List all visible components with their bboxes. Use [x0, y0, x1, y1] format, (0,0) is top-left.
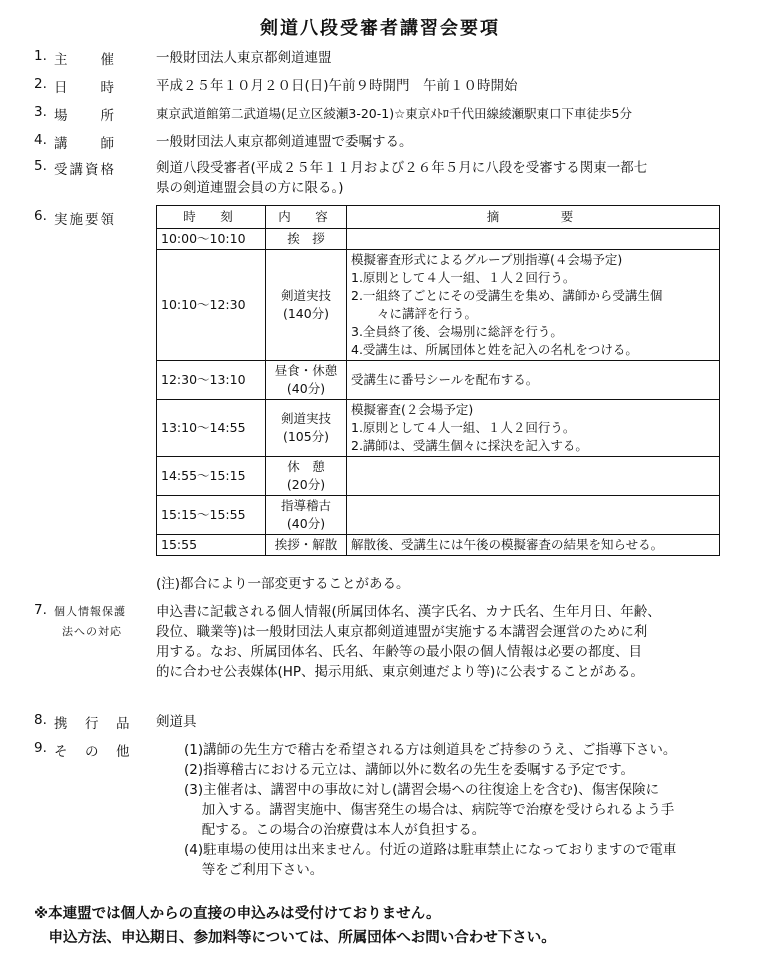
note-line: 2.一組終了ごとにその受講生を集め、講師から受講生個 [351, 288, 663, 303]
item-label: 主 催 [54, 52, 116, 68]
item-value: 剣道具 [156, 714, 197, 730]
table-row [157, 361, 720, 400]
item-number: 3. [34, 104, 47, 120]
note-cell [347, 535, 720, 556]
item-number: 8. [34, 712, 47, 728]
note-line: 模擬審査(２会場予定) [351, 402, 474, 417]
text-line: 配する。この場合の治療費は本人が負担する。 [184, 822, 486, 838]
content-line: 昼食・休憩 [274, 363, 338, 378]
text-line: (3)主催者は、講習中の事故に対し(講習会場への往復途上を含む)、傷害保険に [184, 782, 660, 798]
note-cell [347, 400, 720, 457]
item-label: 日 時 [54, 80, 116, 96]
footer-note-line1: ※本連盟では個人からの直接の申込みは受付けておりません。 [34, 906, 441, 922]
item-value: 一般財団法人東京都剣道連盟で委嘱する。 [156, 134, 413, 150]
content-cell [266, 400, 347, 457]
content-line: (40分) [286, 516, 326, 531]
content-cell [266, 250, 347, 361]
note-cell [347, 496, 720, 535]
item-value: 東京武道館第二武道場(足立区綾瀬3-20-1)☆東京ﾒﾄﾛ千代田線綾瀬駅東口下車徒歩5分 [156, 106, 632, 121]
text-line: 申込書に記載される個人情報(所属団体名、漢字氏名、カナ氏名、生年月日、年齢、 [156, 604, 661, 620]
text-line: (2)指導稽古における元立は、講師以外に数名の先生を委嘱する予定です。 [184, 762, 635, 778]
item-label: 携 行 品 [54, 716, 132, 732]
content-line: (140分) [282, 306, 330, 321]
item-number: 7. [34, 602, 47, 618]
time-cell: 10:00〜10:10 [157, 229, 266, 250]
item-number: 5. [34, 158, 47, 174]
item-value [156, 158, 736, 198]
item-label: 講 師 [54, 136, 116, 152]
content-line: 剣道実技 [280, 288, 331, 303]
item-number: 9. [34, 740, 47, 756]
content-line: (105分) [282, 429, 330, 444]
item-number: 4. [34, 132, 47, 148]
text-line: 等をご利用下さい。 [184, 862, 324, 878]
note-line: 1.原則として４人一組、１人２回行う。 [351, 420, 576, 435]
note-line: 3.全員終了後、会場別に総評を行う。 [351, 324, 563, 339]
note-line: 々に講評を行う。 [377, 306, 478, 321]
content-cell [266, 361, 347, 400]
label-line: 個人情報保護 [54, 605, 126, 618]
schedule-footnote: (注)都合により一部変更することがある。 [156, 576, 410, 592]
content-cell [266, 496, 347, 535]
note-line: 模擬審査形式によるグループ別指導(４会場予定) [351, 252, 623, 267]
content-line: (40分) [286, 381, 326, 396]
text-line: 加入する。講習実施中、傷害発生の場合は、病院等で治療を受けられるよう手 [184, 802, 675, 818]
text-line: 剣道八段受審者(平成２５年１１月および２６年５月に八段を受審する関東一都七 [156, 160, 648, 176]
item-value [184, 740, 760, 880]
table-row [157, 496, 720, 535]
text-line: 的に合わせ公表媒体(HP、掲示用紙、東京剣連だより等)に公表することがある。 [156, 664, 644, 680]
item-label: 実施要領 [54, 212, 116, 228]
item-number: 2. [34, 76, 47, 92]
note-cell [347, 457, 720, 496]
time-cell: 15:55 [157, 535, 266, 556]
item-label: そ の 他 [54, 744, 132, 760]
note-cell [347, 250, 720, 361]
label-line: 法への対応 [62, 625, 122, 638]
item-label [54, 602, 166, 642]
content-cell [266, 457, 347, 496]
item-number: 1. [34, 48, 47, 64]
schedule-table [156, 205, 720, 556]
item-label: 受講資格 [54, 162, 116, 178]
content-line: (20分) [286, 477, 326, 492]
content-line: 剣道実技 [280, 411, 331, 426]
table-row [157, 400, 720, 457]
content-line: 挨拶・解散 [274, 537, 338, 552]
note-line: 4.受講生は、所属団体と姓を記入の名札をつける。 [351, 342, 638, 357]
header-time: 時 刻 [157, 206, 266, 229]
text-line: (4)駐車場の使用は出来ません。付近の道路は駐車禁止になっておりますので電車 [184, 842, 677, 858]
item-value: 一般財団法人東京都剣道連盟 [156, 50, 332, 66]
content-cell [266, 229, 347, 250]
time-cell: 10:10〜12:30 [157, 250, 266, 361]
footer-note-line2: 申込方法、申込期日、参加料等については、所属団体へお問い合わせ下さい。 [34, 930, 556, 946]
content-line: 休 憩 [287, 459, 325, 474]
note-cell [347, 361, 720, 400]
table-row [157, 229, 720, 250]
note-cell [347, 229, 720, 250]
text-line: 県の剣道連盟会員の方に限る。) [156, 180, 344, 196]
item-value: 平成２５年１０月２０日(日)午前９時開門 午前１０時開始 [156, 78, 518, 94]
note-line: 1.原則として４人一組、１人２回行う。 [351, 270, 576, 285]
note-line: 受講生に番号シールを配布する。 [351, 372, 539, 387]
table-row [157, 250, 720, 361]
header-content: 内 容 [266, 206, 347, 229]
table-row [157, 535, 720, 556]
time-cell: 15:15〜15:55 [157, 496, 266, 535]
header-note: 摘 要 [347, 206, 720, 229]
text-line: 段位、職業等)は一般財団法人東京都剣道連盟が実施する本講習会運営のために利 [156, 624, 648, 640]
text-line: 用する。なお、所属団体名、氏名、年齢等の最小限の個人情報は必要の都度、目 [156, 644, 642, 660]
content-cell [266, 535, 347, 556]
item-value [156, 602, 736, 682]
text-line: (1)講師の先生方で稽古を希望される方は剣道具をご持参のうえ、ご指導下さい。 [184, 742, 677, 758]
item-label: 場 所 [54, 108, 116, 124]
time-cell: 14:55〜15:15 [157, 457, 266, 496]
page-title: 剣道八段受審者講習会要項 [260, 18, 500, 39]
item-number: 6. [34, 208, 47, 224]
content-line: 指導稽古 [280, 498, 331, 513]
note-line: 2.講師は、受講生個々に採決を記入する。 [351, 438, 588, 453]
table-header-row [157, 206, 720, 229]
time-cell: 12:30〜13:10 [157, 361, 266, 400]
table-row [157, 457, 720, 496]
time-cell: 13:10〜14:55 [157, 400, 266, 457]
note-line: 解散後、受講生には午後の模擬審査の結果を知らせる。 [351, 537, 664, 552]
content-line: 挨 拶 [287, 231, 325, 246]
